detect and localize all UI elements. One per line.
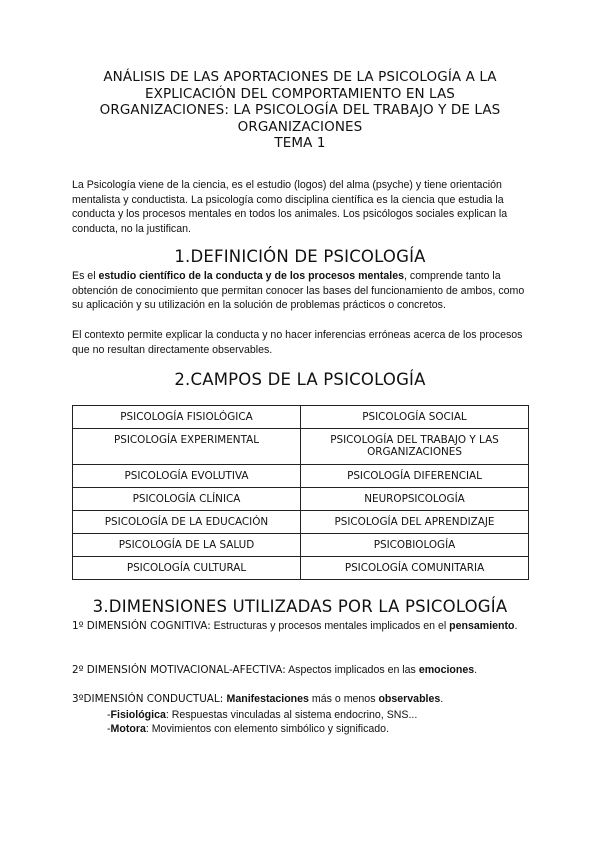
table-row [73, 557, 529, 580]
dimension-label: 1º DIMENSIÓN COGNITIVA: [72, 620, 211, 632]
context-paragraph: El contexto permite explicar la conducta y no hacer inferencias erróneas acerca de los procesos que no resultan directamente observables. [72, 329, 523, 356]
text: Aspectos implicados en las [285, 664, 419, 676]
dimension-cognitive [72, 619, 532, 634]
definition-paragraph [72, 269, 532, 313]
section-heading-fields: 2.CAMPOS DE LA PSICOLOGÍA [174, 370, 426, 389]
table-cell: PSICOBIOLOGÍA [301, 534, 529, 557]
table-row [73, 465, 529, 488]
table-cell: PSICOLOGÍA EXPERIMENTAL [73, 429, 301, 465]
emphasis: emociones [418, 664, 475, 676]
table-cell: PSICOLOGÍA SOCIAL [301, 406, 529, 429]
text: - [107, 723, 111, 735]
table-cell: PSICOLOGÍA DEL TRABAJO Y LAS ORGANIZACIONES [301, 429, 529, 465]
text: - [107, 709, 111, 721]
text: . [474, 664, 478, 676]
dimension-label: 3ºDIMENSIÓN CONDUCTUAL: [72, 693, 227, 705]
table-row [73, 488, 529, 511]
dimension-label: 2º DIMENSIÓN MOTIVACIONAL-AFECTIVA: [72, 664, 286, 676]
intro-paragraph: La Psicología viene de la ciencia, es el estudio (logos) del alma (psyche) y tiene orientación mentalista y conductista. La psicología como disciplina científica es la ciencia que estudia la conducta y los procesos mentales en todos los animales. Los psicólogos sociales explican la conducta, no la justifican. [72, 179, 508, 235]
emphasis: Manifestaciones [226, 693, 309, 705]
table-cell: PSICOLOGÍA CULTURAL [73, 557, 301, 580]
table-row [73, 406, 529, 429]
dimension-motivational [72, 663, 532, 678]
fields-table [72, 405, 529, 580]
sub-item-physiological [107, 708, 527, 723]
topic-label: TEMA 1 [274, 135, 326, 151]
table-row [73, 534, 529, 557]
title-line: ANÁLISIS DE LAS APORTACIONES DE LA PSICOLOGÍA A LA [103, 69, 497, 85]
emphasis: pensamiento [449, 620, 515, 632]
text: más o menos [308, 693, 379, 705]
text: : Respuestas vinculadas al sistema endocrino, SNS... [165, 709, 418, 721]
text: . [440, 693, 444, 705]
table-cell: PSICOLOGÍA EVOLUTIVA [73, 465, 301, 488]
title-line: ORGANIZACIONES: LA PSICOLOGÍA DEL TRABAJO Y DE LAS [99, 102, 501, 118]
title-line: ORGANIZACIONES [237, 118, 363, 135]
emphasis: observables [378, 693, 441, 705]
table-cell: NEUROPSICOLOGÍA [301, 488, 529, 511]
text: : Movimientos con elemento simbólico y significado. [145, 723, 390, 735]
dimension-behavioral [72, 692, 532, 707]
document-title [60, 69, 540, 152]
table-row [73, 511, 529, 534]
section-heading-dimensions: 3.DIMENSIONES UTILIZADAS POR LA PSICOLOGÍA [92, 597, 508, 616]
title-line: EXPLICACIÓN DEL COMPORTAMIENTO EN LAS [145, 85, 455, 102]
table-row [73, 429, 529, 465]
table-cell: PSICOLOGÍA COMUNITARIA [301, 557, 529, 580]
table-cell: PSICOLOGÍA DE LA SALUD [73, 534, 301, 557]
emphasis: estudio científico de la conducta y de los procesos mentales [98, 270, 405, 282]
text: Es el [72, 270, 99, 282]
section-heading-definition: 1.DEFINICIÓN DE PSICOLOGÍA [174, 247, 426, 266]
text: . [514, 620, 518, 632]
table-cell: PSICOLOGÍA DIFERENCIAL [301, 465, 529, 488]
table-cell: PSICOLOGÍA DEL APRENDIZAJE [301, 511, 529, 534]
table-cell: PSICOLOGÍA FISIOLÓGICA [73, 406, 301, 429]
text: Estructuras y procesos mentales implicados en el [210, 620, 450, 632]
table-cell: PSICOLOGÍA CLÍNICA [73, 488, 301, 511]
emphasis: Motora [110, 723, 146, 735]
sub-item-motor [107, 722, 527, 737]
table-cell: PSICOLOGÍA DE LA EDUCACIÓN [73, 511, 301, 534]
emphasis: Fisiológica [110, 709, 166, 721]
text: , comprende tanto la obtención de conocimiento que permitan conocer las bases del funcionamiento de ambos, como su aplicación y su utilización en la solución de problemas prácticos o concretos. [72, 270, 525, 312]
